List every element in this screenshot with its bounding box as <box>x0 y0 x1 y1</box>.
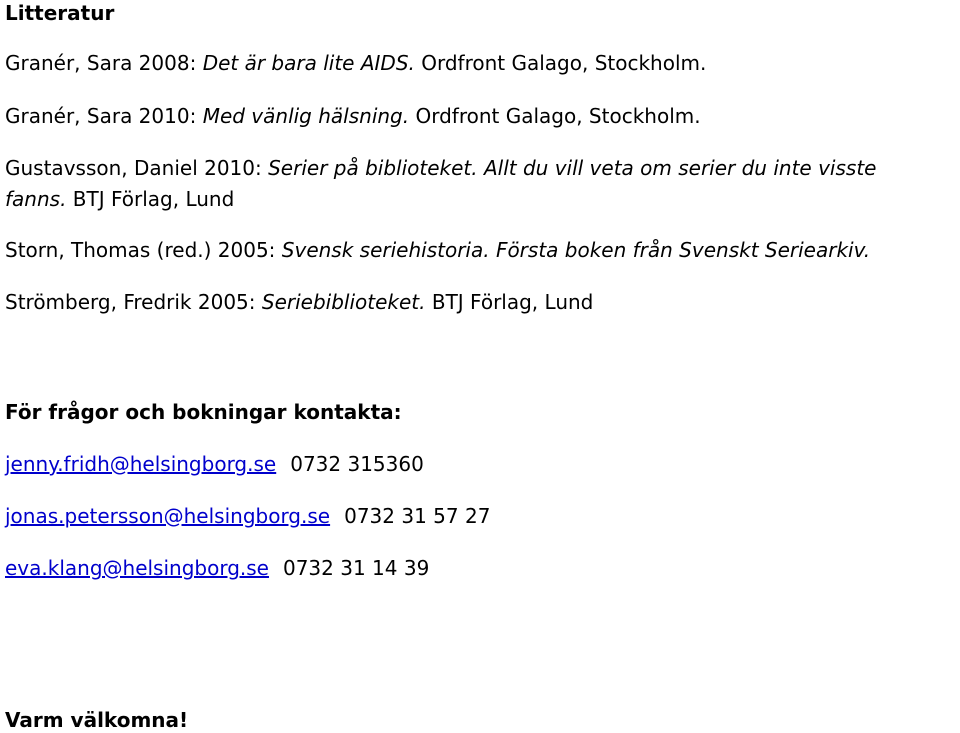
contact-row <box>5 451 424 477</box>
reference-author: Granér, Sara 2008: <box>5 51 203 75</box>
reference-publisher: Ordfront Galago, Stockholm. <box>414 51 707 75</box>
email-link[interactable]: jenny.fridh@helsingborg.se <box>5 452 277 476</box>
reference-title: Det är bara lite AIDS. <box>202 51 415 75</box>
phone-number: 0732 31 14 39 <box>282 556 430 580</box>
reference-title: Med vänlig hälsning. <box>202 104 410 128</box>
reference-title-continued: fanns. <box>5 187 67 211</box>
closing-greeting: Varm välkomna! <box>5 708 189 732</box>
reference-author: Granér, Sara 2010: <box>5 104 203 128</box>
reference-publisher: BTJ Förlag, Lund <box>425 290 594 314</box>
contact-heading: För frågor och bokningar kontakta: <box>5 400 402 424</box>
phone-number: 0732 31 57 27 <box>344 504 491 528</box>
email-link[interactable]: eva.klang@helsingborg.se <box>5 556 269 580</box>
reference-item-continued <box>5 186 234 212</box>
contact-row <box>5 555 429 581</box>
reference-author: Storn, Thomas (red.) 2005: <box>5 238 282 262</box>
reference-publisher: BTJ Förlag, Lund <box>66 187 235 211</box>
reference-publisher: Ordfront Galago, Stockholm. <box>409 104 701 128</box>
reference-item <box>5 237 870 263</box>
email-link[interactable]: jonas.petersson@helsingborg.se <box>5 504 331 528</box>
reference-title: Seriebiblioteket. <box>261 290 426 314</box>
phone-number: 0732 315360 <box>290 452 424 476</box>
reference-item <box>5 155 876 181</box>
reference-item <box>5 289 593 315</box>
reference-item <box>5 103 701 129</box>
reference-title: Serier på biblioteket. Allt du vill veta om serier du inte visste <box>268 156 877 180</box>
literature-heading: Litteratur <box>5 1 115 25</box>
reference-author: Strömberg, Fredrik 2005: <box>5 290 262 314</box>
reference-author: Gustavsson, Daniel 2010: <box>5 156 269 180</box>
contact-row <box>5 503 490 529</box>
reference-title: Svensk seriehistoria. Första boken från Svenskt Seriearkiv. <box>281 238 871 262</box>
reference-item <box>5 50 706 76</box>
